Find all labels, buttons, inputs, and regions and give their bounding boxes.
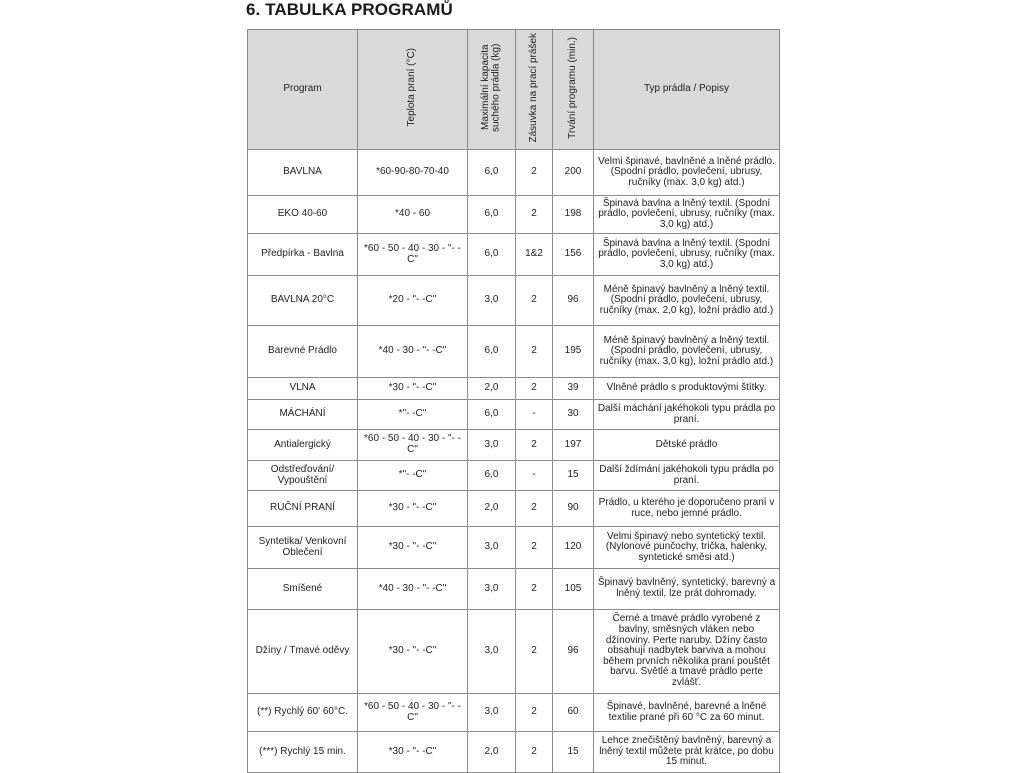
cell-duration: 39 — [553, 378, 594, 400]
table-row — [248, 400, 780, 430]
cell-duration: 197 — [553, 430, 594, 461]
cell-temperature: *40 - 60 — [358, 196, 468, 234]
header-temperature: Teplota praní (°C) — [358, 30, 468, 150]
cell-drawer: 2 — [516, 326, 553, 378]
cell-duration: 15 — [553, 461, 594, 491]
cell-temperature: *40 - 30 - "- -C" — [358, 569, 468, 610]
cell-temperature: *30 - "- -C" — [358, 527, 468, 569]
cell-description: Prádlo, u kterého je doporučeno praní v ruce, nebo jemné prádlo. — [594, 491, 780, 527]
cell-temperature: *20 - "- -C" — [358, 276, 468, 326]
cell-description: Špinavá bavlna a lněný textil. (Spodní prádlo, povlečení, ubrusy, ručníky (max. 3,0 kg) atd.) — [594, 196, 780, 234]
table-row — [248, 196, 780, 234]
cell-drawer: 2 — [516, 610, 553, 694]
cell-duration: 96 — [553, 610, 594, 694]
cell-capacity: 2,0 — [468, 491, 516, 527]
cell-capacity: 2,0 — [468, 732, 516, 773]
table-row — [248, 732, 780, 773]
cell-temperature: *30 - "- -C" — [358, 491, 468, 527]
cell-description: Další máchání jakéhokoli typu prádla po praní. — [594, 400, 780, 430]
header-drawer: Zásuvka na prací prášek — [516, 30, 553, 150]
cell-duration: 195 — [553, 326, 594, 378]
cell-duration: 90 — [553, 491, 594, 527]
table-row — [248, 234, 780, 276]
cell-temperature: *30 - "- -C" — [358, 732, 468, 773]
cell-program: Barevné Prádlo — [248, 326, 358, 378]
cell-drawer: 2 — [516, 378, 553, 400]
cell-drawer: 2 — [516, 732, 553, 773]
table-row — [248, 491, 780, 527]
cell-temperature: *"- -C" — [358, 461, 468, 491]
cell-drawer: 2 — [516, 569, 553, 610]
table-row — [248, 430, 780, 461]
cell-drawer: 2 — [516, 196, 553, 234]
cell-capacity: 6,0 — [468, 234, 516, 276]
cell-description: Velmi špinavé, bavlněné a lněné prádlo. (Spodní prádlo, povlečení, ubrusy, ručníky (max. 3,0 kg) atd.) — [594, 150, 780, 196]
table-row — [248, 150, 780, 196]
cell-program: MÁCHÁNÍ — [248, 400, 358, 430]
cell-temperature: *60 - 50 - 40 - 30 - "- -C" — [358, 234, 468, 276]
cell-program: BAVLNA 20°C — [248, 276, 358, 326]
cell-program: Odstřeďování/ Vypouštění — [248, 461, 358, 491]
cell-program: Džíny / Tmavé oděvy — [248, 610, 358, 694]
page-title: 6. TABULKA PROGRAMŮ — [246, 0, 453, 19]
cell-program: (***) Rychlý 15 min. — [248, 732, 358, 773]
cell-capacity: 3,0 — [468, 430, 516, 461]
header-description: Typ prádla / Popisy — [594, 30, 780, 150]
cell-program: Syntetika/ Venkovní Oblečení — [248, 527, 358, 569]
table-row — [248, 569, 780, 610]
cell-duration: 156 — [553, 234, 594, 276]
cell-drawer: 2 — [516, 694, 553, 732]
cell-temperature: *60-90-80-70-40 — [358, 150, 468, 196]
program-table — [247, 29, 780, 773]
cell-description: Vlněné prádlo s produktovými štítky. — [594, 378, 780, 400]
cell-description: Špinavé, bavlněné, barevné a lněné textilie prané při 60 °C za 60 minut. — [594, 694, 780, 732]
cell-duration: 200 — [553, 150, 594, 196]
cell-capacity: 3,0 — [468, 694, 516, 732]
table-row — [248, 610, 780, 694]
header-program: Program — [248, 30, 358, 150]
cell-temperature: *40 - 30 - "- -C" — [358, 326, 468, 378]
cell-drawer: 2 — [516, 491, 553, 527]
cell-capacity: 3,0 — [468, 569, 516, 610]
cell-program: Antialergický — [248, 430, 358, 461]
cell-duration: 105 — [553, 569, 594, 610]
cell-capacity: 6,0 — [468, 461, 516, 491]
header-duration: Trvání programu (min.) — [553, 30, 594, 150]
cell-drawer: 1&2 — [516, 234, 553, 276]
cell-capacity: 3,0 — [468, 276, 516, 326]
cell-duration: 15 — [553, 732, 594, 773]
cell-capacity: 3,0 — [468, 527, 516, 569]
header-row — [248, 30, 780, 150]
cell-program: VLNA — [248, 378, 358, 400]
cell-duration: 198 — [553, 196, 594, 234]
cell-description: Méně špinavý bavlněný a lněný textil. (Spodní prádlo, povlečení, ubrusy, ručníky (max. 3,0 kg), ložní prádlo atd.) — [594, 326, 780, 378]
cell-temperature: *60 - 50 - 40 - 30 - "- -C" — [358, 694, 468, 732]
cell-duration: 96 — [553, 276, 594, 326]
table-row — [248, 276, 780, 326]
cell-duration: 30 — [553, 400, 594, 430]
cell-program: EKO 40-60 — [248, 196, 358, 234]
table-row — [248, 461, 780, 491]
table-row — [248, 694, 780, 732]
cell-drawer: 2 — [516, 276, 553, 326]
cell-capacity: 2,0 — [468, 378, 516, 400]
cell-program: RUČNÍ PRANÍ — [248, 491, 358, 527]
cell-capacity: 6,0 — [468, 326, 516, 378]
cell-capacity: 6,0 — [468, 150, 516, 196]
cell-temperature: *30 - "- -C" — [358, 610, 468, 694]
cell-description: Velmi špinavý nebo syntetický textil. (Nylonové punčochy, trička, halenky, syntetické směsi atd.) — [594, 527, 780, 569]
cell-program: BAVLNA — [248, 150, 358, 196]
cell-description: Méně špinavý bavlněný a lněný textil. (Spodní prádlo, povlečení, ubrusy, ručníky (max. 2,0 kg), ložní prádlo atd.) — [594, 276, 780, 326]
cell-drawer: 2 — [516, 527, 553, 569]
cell-duration: 120 — [553, 527, 594, 569]
table-row — [248, 378, 780, 400]
cell-capacity: 3,0 — [468, 610, 516, 694]
cell-temperature: *30 - "- -C" — [358, 378, 468, 400]
cell-description: Špinavý bavlněný, syntetický, barevný a lněný textil, lze prát dohromady. — [594, 569, 780, 610]
cell-program: (**) Rychlý 60' 60°C. — [248, 694, 358, 732]
table-row — [248, 326, 780, 378]
cell-capacity: 6,0 — [468, 400, 516, 430]
cell-drawer: - — [516, 400, 553, 430]
cell-program: Předpírka - Bavlna — [248, 234, 358, 276]
cell-description: Špinavá bavlna a lněný textil. (Spodní prádlo, povlečení, ubrusy, ručníky (max. 3,0 kg) atd.) — [594, 234, 780, 276]
cell-temperature: *60 - 50 - 40 - 30 - "- -C" — [358, 430, 468, 461]
cell-description: Dětské prádlo — [594, 430, 780, 461]
cell-description: Lehce znečištěný bavlněný, barevný a lněný textil můžete prát krátce, po dobu 15 minut. — [594, 732, 780, 773]
cell-temperature: *"- -C" — [358, 400, 468, 430]
table-row — [248, 527, 780, 569]
cell-program: Smíšené — [248, 569, 358, 610]
cell-drawer: 2 — [516, 150, 553, 196]
cell-description: Černé a tmavé prádlo vyrobené z bavlny, směsných vláken nebo džínoviny. Perte naruby. Džíny často obsahují nadbytek barviva a mohou během prvních několika praní pouštět barvu. Světlé a tmavé prádlo perte zvlášť. — [594, 610, 780, 694]
cell-description: Další ždímání jakéhokoli typu prádla po praní. — [594, 461, 780, 491]
cell-capacity: 6,0 — [468, 196, 516, 234]
cell-drawer: - — [516, 461, 553, 491]
header-capacity: Maximální kapacita suchého prádla (kg) — [468, 30, 516, 150]
cell-drawer: 2 — [516, 430, 553, 461]
cell-duration: 60 — [553, 694, 594, 732]
